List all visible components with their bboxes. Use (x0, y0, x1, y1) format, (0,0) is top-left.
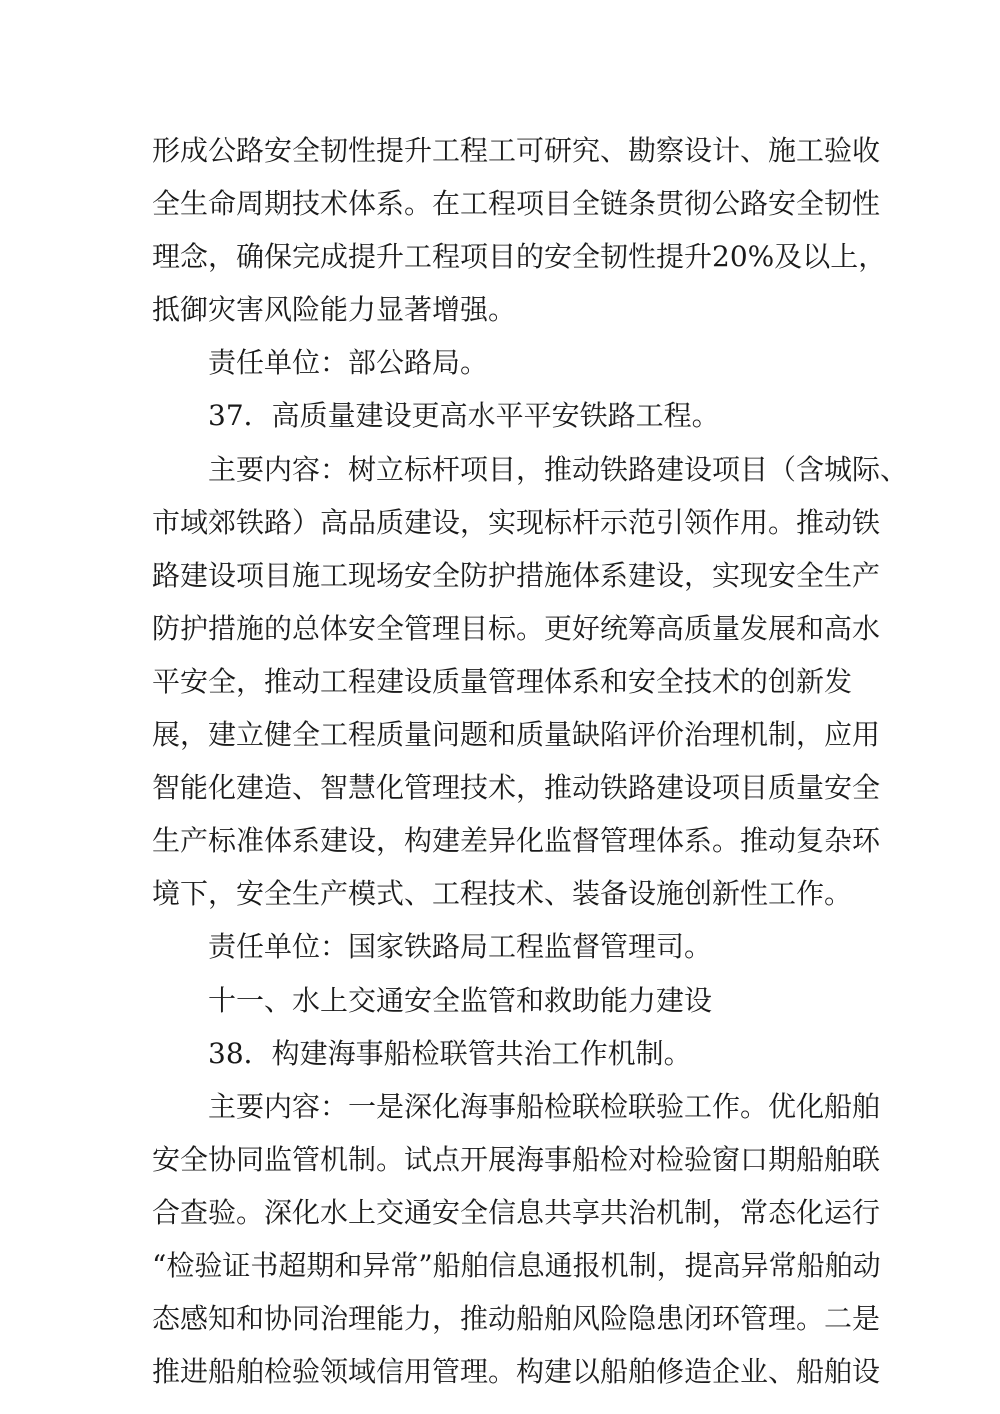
text-line: 全生命周期技术体系。在工程项目全链条贯彻公路安全韧性 (152, 187, 881, 221)
item-heading-37: 37．高质量建设更高水平平安铁路工程。 (208, 399, 720, 433)
text-line: 平安全，推动工程建设质量管理体系和安全技术的创新发 (152, 664, 853, 698)
text-line: 主要内容：树立标杆项目，推动铁路建设项目（含城际、 (208, 452, 909, 486)
text-line: 推进船舶检验领域信用管理。构建以船舶修造企业、船舶设 (152, 1355, 881, 1389)
text-line: 境下，安全生产模式、工程技术、装备设施创新性工作。 (152, 877, 853, 911)
text-line: 主要内容：一是深化海事船检联检联验工作。优化船舶 (208, 1089, 881, 1123)
text-line: 合查验。深化水上交通安全信息共享共治机制，常态化运行 (152, 1195, 881, 1229)
item-heading-38: 38．构建海事船检联管共治工作机制。 (208, 1036, 692, 1070)
text-line: 路建设项目施工现场安全防护措施体系建设，实现安全生产 (152, 558, 881, 592)
text-line: “检验证书超期和异常”船舶信息通报机制，提高异常船舶动 (152, 1248, 881, 1282)
text-line: 形成公路安全韧性提升工程工可研究、勘察设计、施工验收 (152, 134, 881, 167)
responsible-unit-line: 责任单位：部公路局。 (208, 346, 489, 380)
text-line: 态感知和协同治理能力，推动船舶风险隐患闭环管理。二是 (152, 1302, 881, 1336)
responsible-unit-line: 责任单位：国家铁路局工程监督管理司。 (208, 930, 713, 964)
section-heading-11: 十一、水上交通安全监管和救助能力建设 (208, 983, 713, 1017)
text-line: 展，建立健全工程质量问题和质量缺陷评价治理机制，应用 (152, 718, 881, 752)
text-line: 智能化建造、智慧化管理技术，推动铁路建设项目质量安全 (152, 771, 881, 805)
text-line: 安全协同监管机制。试点开展海事船检对检验窗口期船舶联 (152, 1142, 881, 1176)
text-line: 防护措施的总体安全管理目标。更好统筹高质量发展和高水 (152, 611, 881, 645)
text-line: 抵御灾害风险能力显著增强。 (152, 293, 517, 327)
text-line: 市域郊铁路）高品质建设，实现标杆示范引领作用。推动铁 (152, 505, 881, 539)
body-text (152, 124, 909, 1398)
text-line: 理念，确保完成提升工程项目的安全韧性提升20%及以上， (152, 240, 887, 274)
text-line: 生产标准体系建设，构建差异化监督管理体系。推动复杂环 (152, 824, 881, 858)
